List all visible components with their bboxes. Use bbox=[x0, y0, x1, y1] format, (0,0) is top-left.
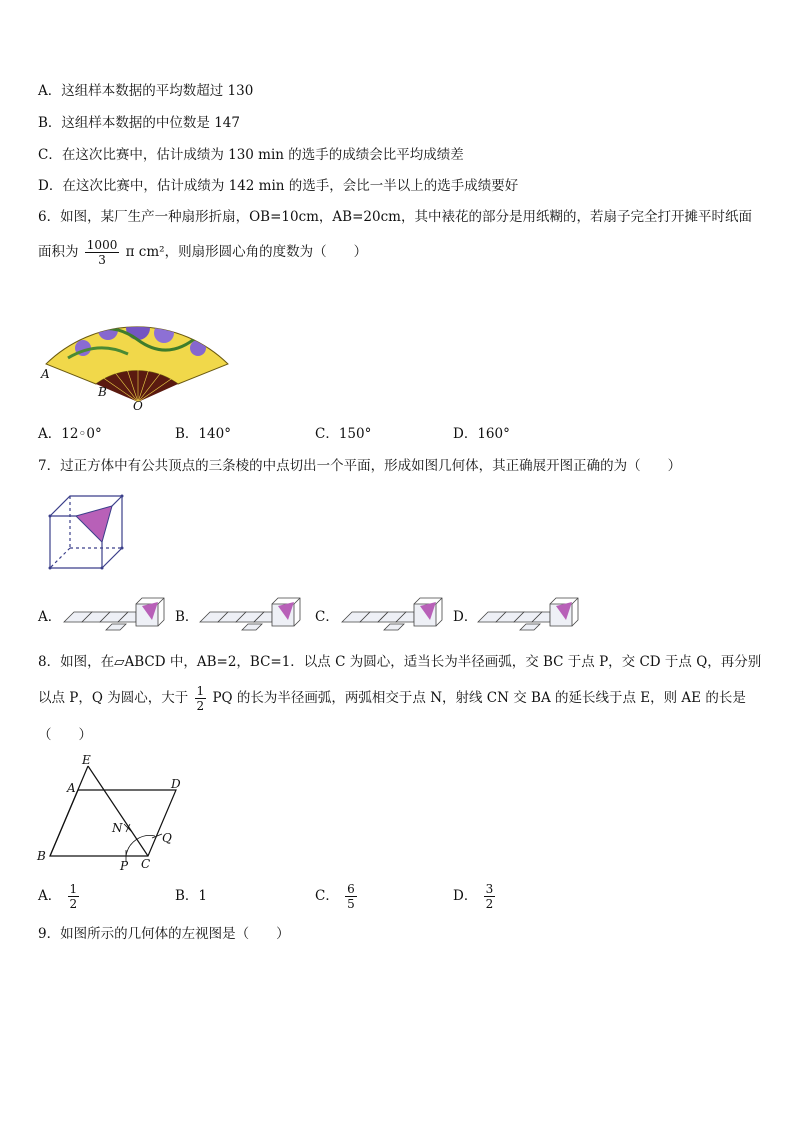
q6-fan-figure bbox=[38, 278, 238, 414]
q7-stem: 7．过正方体中有公共顶点的三条棱的中点切出一个平面，形成如图几何体，其正确展开图正确的为（ ） bbox=[38, 458, 682, 474]
q8-option-a-label: A． bbox=[38, 888, 62, 904]
q6-fraction bbox=[85, 238, 120, 267]
q8-option-a-den: 2 bbox=[69, 897, 78, 911]
q5-option-c: C．在这次比赛中，估计成绩为 130 min 的选手的成绩会比平均成绩差 bbox=[38, 147, 464, 163]
q6-option-d: D．160° bbox=[453, 426, 510, 442]
q8-fraction bbox=[195, 684, 207, 713]
q8-option-b: B．1 bbox=[175, 888, 208, 904]
fan-label-b: B bbox=[98, 385, 107, 399]
q8-label-q: Q bbox=[162, 831, 172, 845]
q8-option-c-label: C． bbox=[315, 888, 339, 904]
q8-label-e: E bbox=[82, 753, 91, 767]
q8-stem-line1: 8．如图，在▱ABCD 中，AB=2，BC=1．以点 C 为圆心，适当长为半径画弧，交 BC 于点 P，交 CD 于点 Q，再分别 bbox=[38, 654, 762, 670]
q8-stem-line3: （ ） bbox=[38, 727, 92, 743]
q7-cut-triangle bbox=[76, 506, 112, 542]
q8-option-c-fraction bbox=[345, 882, 357, 911]
q6-fraction-numerator: 1000 bbox=[86, 238, 118, 252]
q5-option-b: B．这组样本数据的中位数是 147 bbox=[38, 115, 240, 131]
q8-label-n: N bbox=[112, 821, 123, 835]
q8-option-a-fraction bbox=[68, 882, 80, 911]
q8-fraction-numerator: 1 bbox=[196, 684, 205, 698]
q6-fraction-denominator: 3 bbox=[98, 253, 106, 267]
q7-option-a-net bbox=[62, 594, 172, 634]
q8-parallelogram-figure bbox=[34, 752, 194, 874]
q8-stem-line2-pre: 以点 P，Q 为圆心，大于 bbox=[38, 690, 189, 706]
q8-option-d-fraction bbox=[484, 882, 496, 911]
q7-option-c-label: C． bbox=[315, 609, 339, 625]
q8-stem-line2 bbox=[38, 680, 746, 716]
q8-label-d: D bbox=[171, 777, 181, 791]
q5-option-a: A．这组样本数据的平均数超过 130 bbox=[38, 83, 254, 99]
q6-stem-line2-pre: 面积为 bbox=[38, 244, 79, 260]
q8-option-c bbox=[315, 878, 359, 914]
q8-option-c-num: 6 bbox=[347, 882, 355, 896]
q9-stem: 9．如图所示的几何体的左视图是（ ） bbox=[38, 926, 290, 942]
q8-option-a-num: 1 bbox=[69, 882, 78, 896]
q7-option-c-net bbox=[340, 594, 450, 634]
q8-option-c-den: 5 bbox=[347, 897, 355, 911]
fan-label-a: A bbox=[41, 367, 50, 381]
q8-option-d-den: 2 bbox=[485, 897, 494, 911]
q8-label-p: P bbox=[120, 859, 129, 873]
q8-label-b: B bbox=[37, 849, 46, 863]
q7-option-b-label: B． bbox=[175, 609, 199, 625]
q8-label-c: C bbox=[141, 857, 151, 871]
q8-fraction-denominator: 2 bbox=[196, 699, 205, 713]
q8-option-d-label: D． bbox=[453, 888, 478, 904]
q6-stem-line2 bbox=[38, 234, 367, 270]
fan-label-o: O bbox=[133, 399, 143, 413]
q7-option-d-net bbox=[476, 594, 586, 634]
q7-option-a-label: A． bbox=[38, 609, 62, 625]
q7-option-d-label: D． bbox=[453, 609, 478, 625]
q6-stem-line1: 6．如图，某厂生产一种扇形折扇，OB=10cm，AB=20cm，其中裱花的部分是用纸糊的，若扇子完全打开摊平时纸面 bbox=[38, 209, 752, 225]
q8-option-d-num: 3 bbox=[485, 882, 494, 896]
q8-option-a bbox=[38, 878, 81, 914]
q8-label-a: A bbox=[67, 781, 76, 795]
q6-stem-line2-post: π cm²，则扇形圆心角的度数为（ ） bbox=[125, 244, 368, 260]
q6-option-a: A．12◦0° bbox=[38, 426, 102, 442]
q8-option-d bbox=[453, 878, 497, 914]
q6-option-b: B．140° bbox=[175, 426, 231, 442]
q8-stem-line2-post: PQ 的长为半径画弧，两弧相交于点 N，射线 CN 交 BA 的延长线于点 E，则 AE 的长是 bbox=[212, 690, 746, 706]
q7-option-b-net bbox=[198, 594, 308, 634]
q6-option-c: C．150° bbox=[315, 426, 372, 442]
q7-cube-figure bbox=[44, 488, 134, 574]
q5-option-d: D．在这次比赛中，估计成绩为 142 min 的选手，会比一半以上的选手成绩要好 bbox=[38, 178, 519, 194]
